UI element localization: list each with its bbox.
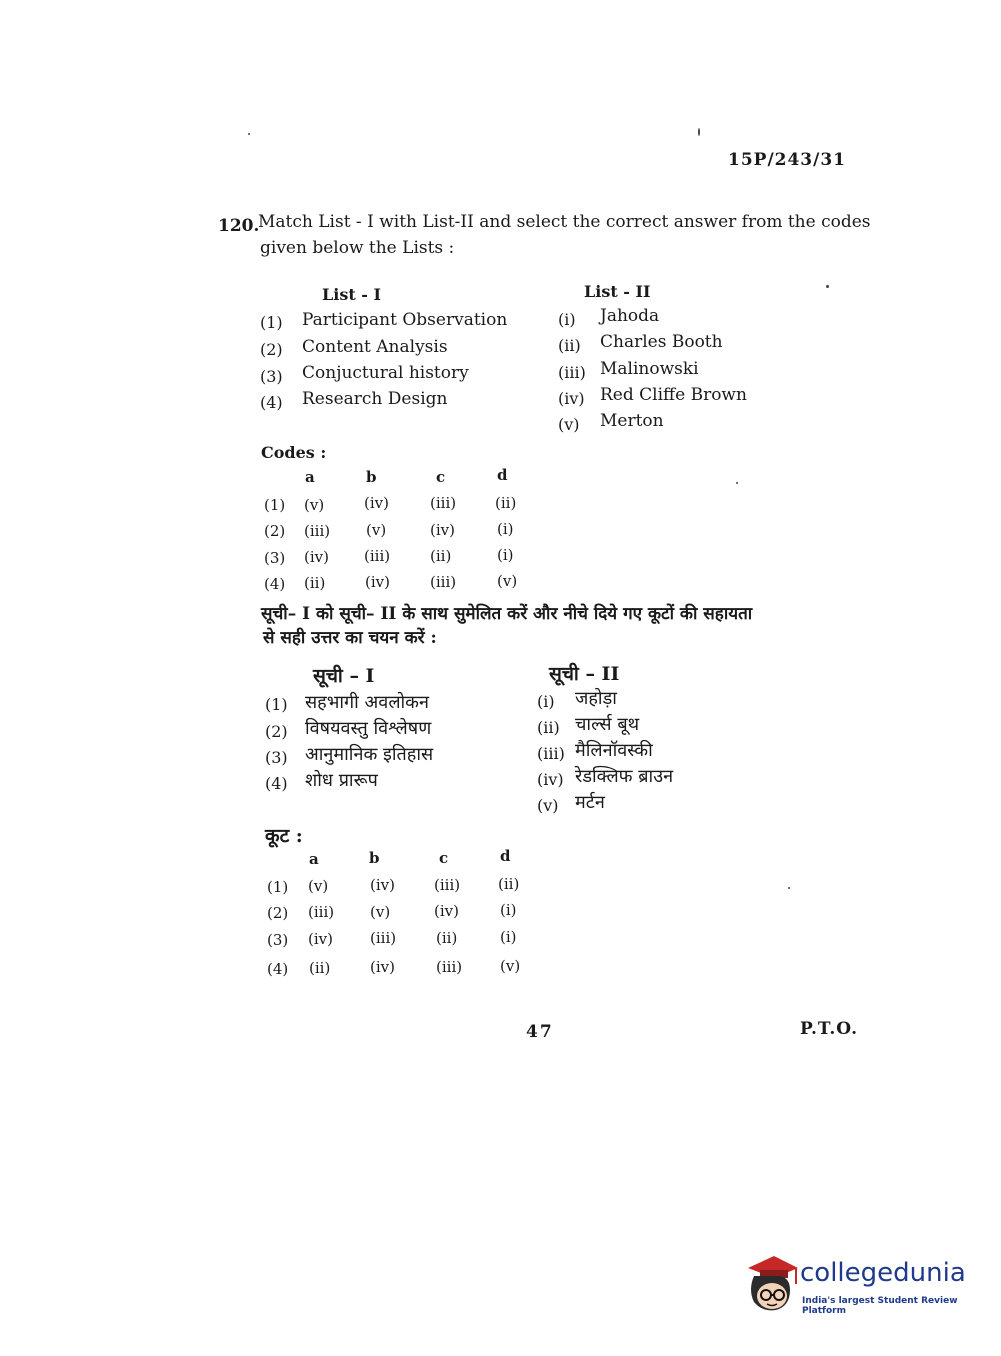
list-item-label: रेडक्लिफ ब्राउन: [575, 766, 674, 787]
code-cell: (i): [497, 520, 514, 538]
code-cell: (v): [366, 521, 387, 539]
code-cell: (ii): [498, 875, 520, 893]
code-cell: (iii): [364, 547, 391, 565]
page-number: 47: [526, 1022, 554, 1042]
code-cell: (v): [308, 877, 329, 895]
code-option: (1): [267, 878, 289, 896]
list-item-number: (v): [558, 415, 580, 434]
question-number: 120.: [218, 216, 260, 236]
code-cell: (iv): [304, 548, 329, 566]
code-header: c: [439, 849, 449, 867]
list-item-number: (v): [537, 796, 559, 815]
list-item-number: (i): [537, 692, 555, 711]
hindi-list2-title: सूची – II: [549, 663, 620, 685]
code-cell: (ii): [309, 959, 331, 977]
list-item-number: (1): [265, 695, 288, 714]
list-item-number: (ii): [558, 336, 581, 355]
code-cell: (iii): [308, 903, 335, 921]
hindi-instruction-line2: से सही उत्तर का चयन करें :: [263, 628, 437, 648]
scan-speck: [826, 285, 829, 288]
code-cell: (iv): [434, 902, 459, 920]
code-header: a: [305, 468, 315, 486]
code-cell: (v): [370, 903, 391, 921]
hindi-list1-title: सूची – I: [313, 665, 375, 687]
list-item-label: Participant Observation: [302, 310, 508, 330]
codes-title: Codes :: [261, 443, 327, 462]
code-cell: (iv): [430, 521, 455, 539]
code-header: b: [366, 468, 377, 486]
list-item-number: (2): [265, 722, 288, 741]
code-header: a: [309, 850, 319, 868]
list-item-number: (iv): [558, 389, 585, 408]
list-item-label: जहोड़ा: [575, 688, 617, 709]
code-cell: (iii): [370, 929, 397, 947]
scan-speck: [736, 482, 738, 484]
code-option: (4): [264, 575, 286, 593]
list-item-number: (4): [265, 774, 288, 793]
collegedunia-logo: [740, 1250, 980, 1320]
list-item-label: शोध प्रारूप: [305, 770, 378, 791]
list-item-label: सहभागी अवलोकन: [305, 692, 429, 713]
list2-title: List - II: [584, 282, 651, 301]
code-cell: (v): [304, 496, 325, 514]
list-item-label: Content Analysis: [302, 337, 448, 357]
list-item-number: (3): [260, 367, 283, 386]
list-item-number: (4): [260, 393, 283, 412]
code-cell: (iii): [434, 876, 461, 894]
hindi-codes-title: कूट :: [265, 825, 303, 847]
code-cell: (ii): [430, 547, 452, 565]
code-cell: (v): [497, 572, 518, 590]
code-header: d: [500, 847, 511, 865]
scan-speck: [698, 128, 700, 136]
code-option: (2): [264, 522, 286, 540]
logo-wordmark: collegedunia: [800, 1258, 966, 1288]
code-cell: (iv): [308, 930, 333, 948]
list-item-label: Jahoda: [600, 306, 660, 326]
list-item-number: (iii): [537, 744, 565, 763]
code-option: (1): [264, 496, 286, 514]
code-option: (3): [264, 549, 286, 567]
list-item-label: मर्टन: [575, 792, 605, 813]
list-item-number: (iv): [537, 770, 564, 789]
mascot-icon: [740, 1250, 800, 1320]
code-header: b: [369, 849, 380, 867]
question-text-line2: given below the Lists :: [260, 238, 455, 258]
code-cell: (iv): [370, 876, 395, 894]
list-item-label: Conjuctural history: [302, 363, 469, 383]
code-cell: (iii): [436, 958, 463, 976]
list-item-label: Merton: [600, 411, 664, 431]
question-text-line1: Match List - I with List-II and select the correct answer from the codes: [258, 212, 871, 232]
list-item-number: (1): [260, 313, 283, 332]
code-header: d: [497, 466, 508, 484]
list1-title: List - I: [322, 285, 381, 304]
code-cell: (ii): [495, 494, 517, 512]
scan-speck: [248, 133, 250, 135]
list-item-number: (3): [265, 748, 288, 767]
list-item-number: (2): [260, 340, 283, 359]
logo-tagline: India's largest Student Review Platform: [802, 1296, 958, 1316]
code-cell: (iii): [430, 494, 457, 512]
list-item-number: (ii): [537, 718, 560, 737]
pto-label: P.T.O.: [800, 1019, 858, 1039]
code-cell: (ii): [304, 574, 326, 592]
list-item-label: विषयवस्तु विश्लेषण: [305, 718, 432, 739]
list-item-label: आनुमानिक इतिहास: [305, 744, 434, 765]
code-cell: (ii): [436, 929, 458, 947]
code-cell: (iii): [304, 522, 331, 540]
list-item-number: (iii): [558, 363, 586, 382]
list-item-number: (i): [558, 310, 576, 329]
code-cell: (iv): [370, 958, 395, 976]
code-option: (4): [267, 960, 289, 978]
code-cell: (iv): [364, 494, 389, 512]
hindi-instruction-line1: सूची– I को सूची– II के साथ सुमेलित करें और नीचे दिये गए कूटों की सहायता: [261, 604, 753, 624]
list-item-label: Charles Booth: [600, 332, 723, 352]
list-item-label: चार्ल्स बूथ: [575, 714, 640, 735]
paper-code: 15P/243/31: [728, 150, 847, 170]
scan-speck: [788, 887, 790, 889]
code-option: (3): [267, 931, 289, 949]
code-cell: (i): [500, 901, 517, 919]
code-cell: (i): [500, 928, 517, 946]
list-item-label: Research Design: [302, 389, 448, 409]
list-item-label: Red Cliffe Brown: [600, 385, 747, 405]
list-item-label: मैलिनॉवस्की: [575, 740, 653, 761]
code-header: c: [436, 468, 446, 486]
code-cell: (i): [497, 546, 514, 564]
code-cell: (iv): [365, 573, 390, 591]
code-option: (2): [267, 904, 289, 922]
list-item-label: Malinowski: [600, 359, 699, 379]
code-cell: (iii): [430, 573, 457, 591]
code-cell: (v): [500, 957, 521, 975]
